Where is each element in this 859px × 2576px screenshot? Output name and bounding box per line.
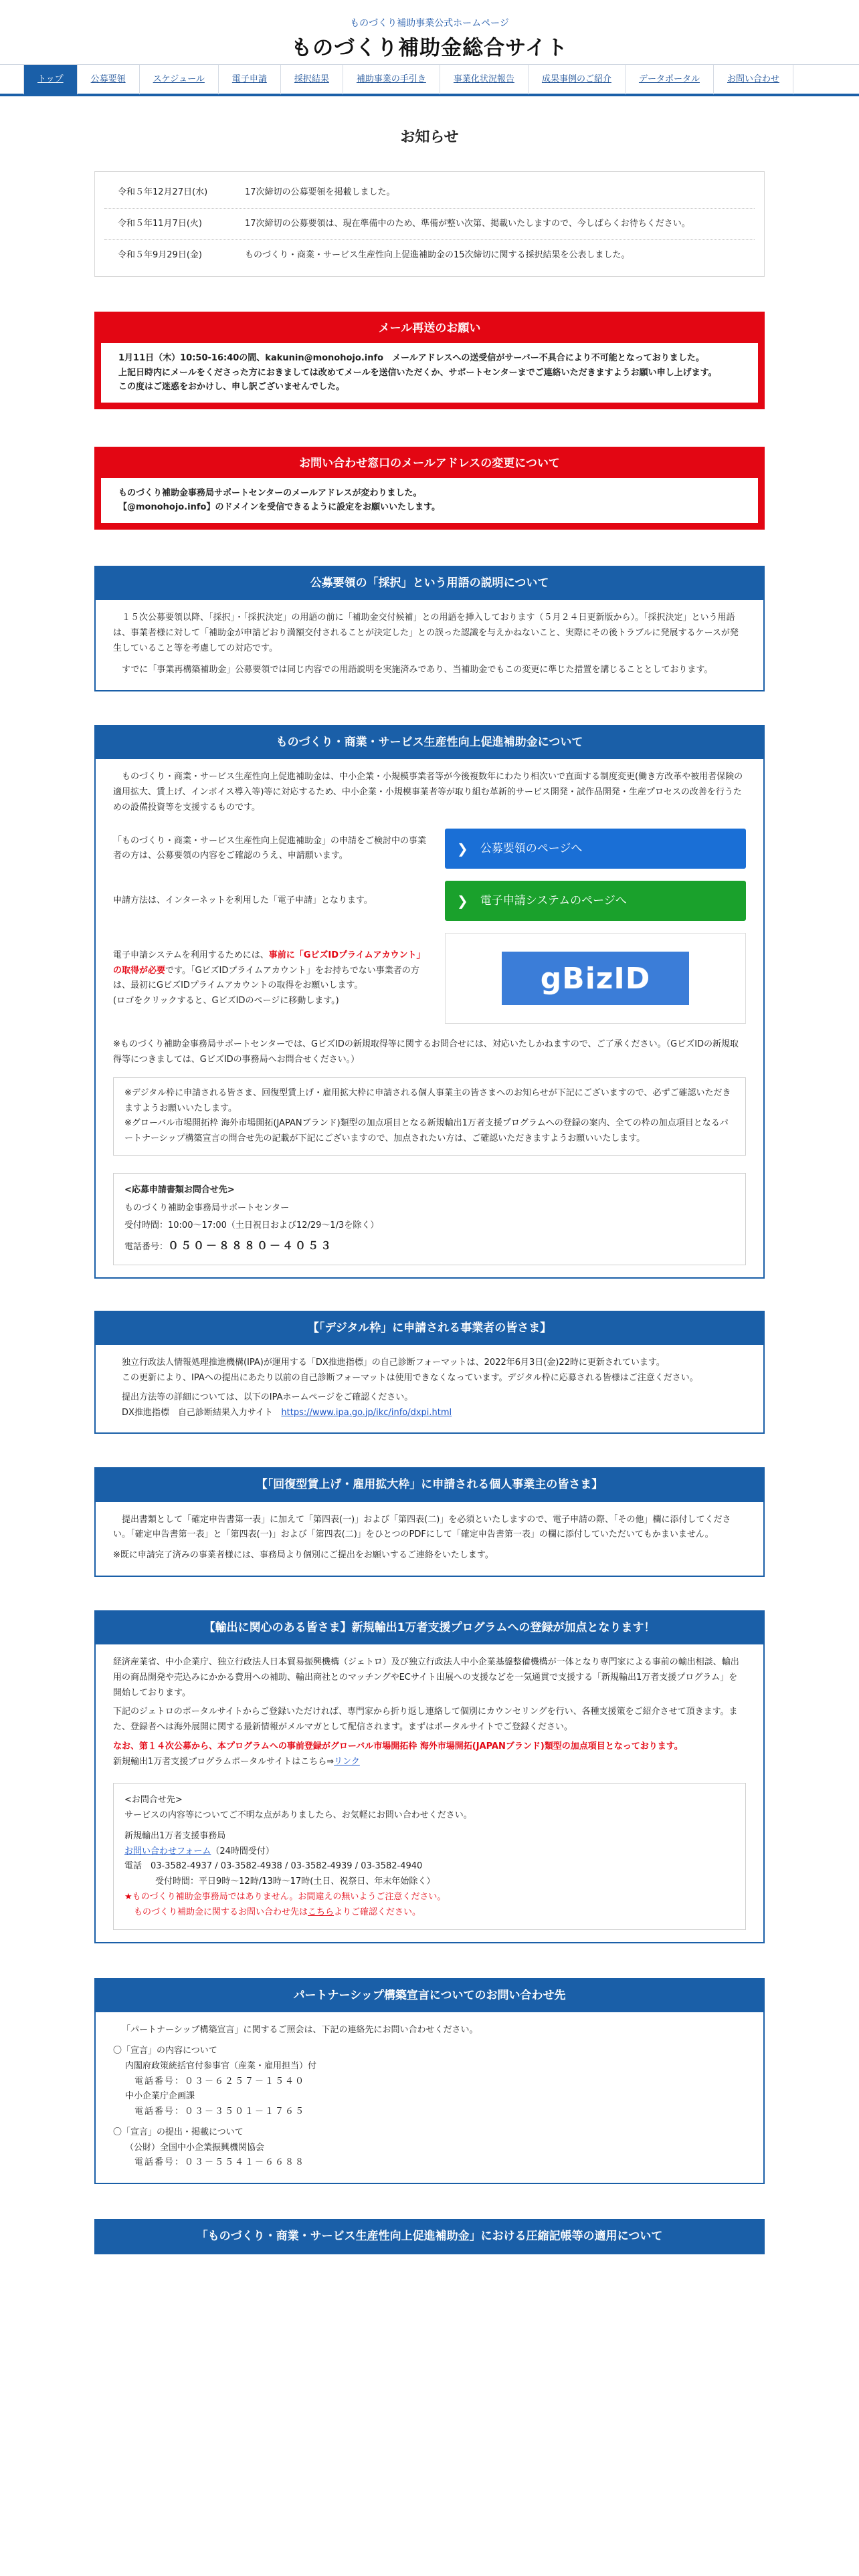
export-form-link[interactable]: お問い合わせフォーム — [124, 1846, 211, 1856]
export-section — [94, 1610, 765, 1943]
dx-link-row — [113, 1406, 746, 1421]
email-change-line: ものづくり補助金事務局サポートセンターのメールアドレスが変わりました。 — [118, 488, 422, 498]
email-change-notice — [94, 447, 765, 530]
export-contact-box — [113, 1783, 746, 1930]
gbiz-text-post: です。「GビズIDプライムアカウント」をお持ちでない事業者の方は、最初にGビズIDプライムアカウントの取得をお願いします。 — [113, 965, 419, 991]
contact-tel: ０５０－８８８０－４０５３ — [168, 1239, 334, 1253]
resend-notice — [94, 312, 765, 409]
site-header — [0, 0, 859, 64]
dx-link[interactable]: https://www.ipa.go.jp/ikc/info/dxpi.html — [281, 1407, 452, 1418]
kaifuku-paragraph: 提出書類として「確定申告書第一表」に加えて「第四表(一)」および「第四表(二)」を必須といたしますので、電子申請の際、「その他」欄に添付してください。「確定申告書第一表」と「第四表(一)」および「第四表(二)」をひとつのPDFにして「確定申告書第一表」の欄に添付していただいてもかまいません。 — [113, 1514, 731, 1540]
resend-line: 上記日時内にメールをくださった方におきましては改めてメールを送信いただくか、サポートセンターまでご連絡いただきますようお願い申し上げます。 — [118, 367, 717, 378]
news-item — [104, 177, 755, 209]
export-tel: 電話 03-3582-4937 / 03-3582-4938 / 03-3582-4939 / 03-3582-4940 — [124, 1861, 423, 1872]
partnership-q1: 〇「宣言」の内容について — [113, 2046, 217, 2056]
saitaku-section — [94, 566, 765, 691]
nav-item-report[interactable]: 事業化状況報告 — [440, 65, 528, 94]
main-content — [94, 126, 765, 2254]
partnership-tel: 電話番号：０３－３５０１－１７６５ — [134, 2107, 306, 2117]
export-office: 新規輸出1万者支援事務局 — [124, 1830, 226, 1841]
news-list — [94, 171, 765, 277]
nav-item-guide[interactable]: 補助事業の手引き — [343, 65, 440, 94]
partnership-tel: 電話番号：０３－５５４１－６６８８ — [134, 2157, 306, 2168]
contact-tel-row — [124, 1237, 735, 1255]
resend-notice-title: メール再送のお願い — [378, 322, 481, 336]
nav-item-contact[interactable]: お問い合わせ — [713, 65, 793, 94]
contact-hours: 受付時間：10:00～17:00（土日祝日および12/29～1/3を除く） — [124, 1220, 379, 1231]
news-date: 令和５年12月27日(水) — [118, 187, 208, 197]
digital-section — [94, 1311, 765, 1434]
export-form-hours: （24時間受付） — [211, 1846, 274, 1856]
about-title: ものづくり・商業・サービス生産性向上促進補助金について — [96, 726, 763, 759]
chevron-right-icon: ❯ — [457, 892, 468, 909]
compression-section — [94, 2219, 765, 2254]
partnership-section — [94, 1978, 765, 2184]
export-paragraph: 下記のジェトロのポータルサイトからご登録いただければ、専門家から折り返し連絡して個別にカウンセリングを行い、各種支援策をご紹介させて頂きます。また、登録者へは海外展開に関する最新情報がメルマガとして配信されます。まずはポータルサイトでご登録ください。 — [113, 1707, 738, 1733]
note-item: ※グローバル市場開拓枠 海外市場開拓(JAPANブランド)類型の加点項目となる新規輸出1万者支援プログラムへの登録の案内、全ての枠の加点項目となるパートナーシップ構築宣言の問合せ先の記載が下記にございますので、加点されたい方は、ご確認いただきますようお願いいたします。 — [124, 1118, 729, 1144]
export-portal-link[interactable]: リンク — [334, 1756, 360, 1767]
export-contact-lead: サービスの内容等についてご不明な点がありましたら、お気軽にお問い合わせください。 — [124, 1810, 472, 1821]
application-contact-box — [113, 1173, 746, 1265]
news-text: 17次締切の公募要領は、現在準備中のため、準備が整い次第、掲載いたしますので、今しばらくお待ちください。 — [245, 219, 690, 229]
denshi-button-label: 電子申請システムのページへ — [480, 893, 627, 907]
denshi-text: 申請方法は、インターネットを利用した「電子申請」となります。 — [113, 895, 373, 906]
export-bonus-note: なお、第１４次公募から、本プログラムへの事前登録がグローバル市場開拓枠 海外市場開拓(JAPANブランド)類型の加点項目となっております。 — [113, 1741, 683, 1751]
partnership-tel: 電話番号：０３－６２５７－１５４０ — [134, 2076, 306, 2086]
export-tel-hours: 受付時間：平日9時～12時/13時～17時(土日、祝祭日、年末年始除く） — [155, 1876, 436, 1887]
gbiz-logo-box[interactable] — [445, 933, 746, 1024]
gbiz-text-required: 事前に「GビズIDプライムアカウント」の取得が必要 — [113, 950, 425, 976]
contact-name: ものづくり補助金事務局サポートセンター — [124, 1202, 290, 1213]
youryou-button[interactable] — [445, 829, 746, 869]
contact-title: <応募申請書類お問合せ先> — [124, 1184, 235, 1195]
digital-paragraph: 独立行政法人情報処理推進機構(IPA)が運用する「DX推進指標」の自己診断フォーマットは、2022年6月3日(金)22時に更新されています。 — [122, 1358, 665, 1368]
digital-paragraph: 提出方法等の詳細については、以下のIPAホームページをご確認ください。 — [122, 1392, 413, 1402]
digital-title: 【「デジタル枠」に申請される事業者の皆さま】 — [96, 1312, 763, 1345]
export-form-row — [124, 1844, 735, 1860]
partnership-org: 内閣府政策統括官付参事官（産業・雇用担当）付 — [125, 2060, 317, 2071]
youryou-button-label: 公募要領のページへ — [480, 841, 583, 855]
partnership-org: 中小企業庁企画課 — [125, 2091, 195, 2102]
gbiz-text-pre: 電子申請システムを利用するためには、 — [113, 950, 269, 960]
site-title[interactable]: ものづくり補助金総合サイト — [291, 36, 568, 61]
digital-paragraph: この更新により、IPAへの提出にあたり以前の自己診断フォーマットは使用できなくなっています。デジタル枠に応募される皆様はご注意ください。 — [122, 1373, 698, 1384]
youryou-text: 「ものづくり・商業・サービス生産性向上促進補助金」の申請をご検討中の事業者の方は、公募要領の内容をご確認のうえ、申請願います。 — [113, 835, 427, 861]
export-warning-post: よりご確認ください。 — [334, 1907, 421, 1917]
compression-title: 「ものづくり・商業・サービス生産性向上促進補助金」における圧縮記帳等の適用について — [96, 2220, 763, 2253]
partnership-lead: 「パートナーシップ構築宣言」に関するご照会は、下記の連絡先にお問い合わせください。 — [122, 2025, 478, 2036]
denshi-button[interactable] — [445, 881, 746, 921]
resend-line: 1月11日（木）10:50-16:40の間、kakunin@monohojo.info メールアドレスへの送受信がサーバー不具合により不可能となっておりました。 — [118, 353, 704, 364]
contact-tel-label: 電話番号： — [124, 1242, 169, 1253]
nav-item-data-portal[interactable]: データポータル — [625, 65, 713, 94]
partnership-title: パートナーシップ構築宣言についてのお問い合わせ先 — [96, 1979, 763, 2012]
export-title: 【輸出に関心のある皆さま】新規輸出1万者支援プログラムへの登録が加点となります！ — [96, 1612, 763, 1644]
gbiz-text — [113, 948, 427, 1009]
resend-line: この度はご迷惑をおかけし、申し訳ございませんでした。 — [118, 382, 345, 393]
saitaku-paragraph: １５次公募要領以降、「採択」・「採択決定」の用語の前に「補助金交付候補」との用語を挿入しております（５月２４日更新版から）。「採択決定」という用語は、事業者様に対して「補助金が申請どおり満額交付されることが決定した」との誤った認識を与えかねないこと、実際にその後トラブルに発展するケースが発生していること等を考慮しての対応です。 — [113, 613, 739, 653]
gbiz-note: (ロゴをクリックすると、GビズIDのページに移動します。) — [113, 996, 339, 1006]
partnership-org: （公財）全国中小企業振興機関協会 — [125, 2142, 265, 2153]
dx-link-label: DX推進指標 自己診断結果入力サイト — [122, 1407, 274, 1418]
news-text: ものづくり・商業・サービス生産性向上促進補助金の15次締切に関する採択結果を公表しました。 — [245, 250, 630, 261]
news-text: 17次締切の公募要領を掲載しました。 — [245, 187, 395, 197]
about-intro: ものづくり・商業・サービス生産性向上促進補助金は、中小企業・小規模事業者等が今後複数年にわたり相次いで直面する制度変更(働き方改革や被用者保険の適用拡大、賃上げ、インボイス導入等)等に対応するため、中小企業・小規模事業者等が取り組む革新的サービス開発・試作品開発・生産プロセスの改善を行うための設備投資等を支援するものです。 — [113, 772, 743, 813]
page-title: お知らせ — [400, 129, 459, 146]
export-portal-row — [113, 1755, 746, 1770]
nav-item-schedule[interactable]: スケジュール — [139, 65, 218, 94]
partnership-q2: 〇「宣言」の提出・掲載について — [113, 2127, 244, 2137]
nav-item-koubo[interactable]: 公募要領 — [77, 65, 139, 94]
export-contact-title: <お問合せ先> — [124, 1795, 183, 1806]
chevron-right-icon: ❯ — [457, 840, 468, 857]
note-item: ※デジタル枠に申請される皆さま、回復型賃上げ・雇用拡大枠に申請される個人事業主の皆さまへのお知らせが下記にございますので、必ずご確認いただきますようお願いいたします。 — [124, 1087, 731, 1113]
support-note: ※ものづくり補助金事務局サポートセンターでは、GビズIDの新規取得等に関するお問合せには、対応いたしかねますので、ご了承ください。（GビズIDの新規取得等につきましては、GビズIDの事務局へお問合せください。） — [113, 1039, 739, 1065]
news-date: 令和５年11月7日(火) — [118, 219, 202, 229]
news-item — [104, 209, 755, 240]
export-portal-text: 新規輸出1万者支援プログラムポータルサイトはこちら⇒ — [113, 1756, 335, 1767]
export-warning-link[interactable]: こちら — [308, 1907, 335, 1917]
export-paragraph: 経済産業省、中小企業庁、独立行政法人日本貿易振興機構（ジェトロ）及び独立行政法人中小企業基盤整備機構が一体となり専門家による事前の輸出相談、輸出用の商品開発や売込みにかかる費用への補助、輸出商社とのマッチングやECサイト出展への支援などを一気通貫で支援する「新規輸出1万者支援プログラム」を開始しております。 — [113, 1657, 739, 1698]
about-section — [94, 725, 765, 1279]
news-item — [104, 240, 755, 271]
kaifuku-note: ※既に申請完了済みの事業者様には、事務局より個別にご提出をお願いするご連絡をいたします。 — [113, 1550, 494, 1561]
saitaku-paragraph: すでに「事業再構築補助金」公募要領では同じ内容での用語説明を実施済みであり、当補助金でもこの変更に準じた措置を講じることとしております。 — [122, 665, 713, 675]
site-subtitle: ものづくり補助事業公式ホームページ — [350, 18, 509, 29]
gbizid-logo[interactable]: gBizID — [502, 952, 689, 1005]
news-date: 令和５年9月29日(金) — [118, 250, 202, 261]
global-nav — [0, 64, 859, 96]
saitaku-title: 公募要領の「採択」という用語の説明について — [96, 567, 763, 600]
nav-item-denshi[interactable]: 電子申請 — [218, 65, 280, 94]
email-change-line: 【@monohojo.info】のドメインを受信できるように設定をお願いいたします。 — [118, 502, 441, 513]
notes-box — [113, 1077, 746, 1156]
nav-item-results[interactable]: 採択結果 — [280, 65, 343, 94]
nav-item-cases[interactable]: 成果事例のご紹介 — [528, 65, 625, 94]
kaifuku-title: 【「回復型賃上げ・雇用拡大枠」に申請される個人事業主の皆さま】 — [96, 1469, 763, 1501]
email-change-title: お問い合わせ窓口のメールアドレスの変更について — [299, 456, 560, 470]
export-warning-row — [124, 1905, 735, 1921]
nav-item-top[interactable]: トップ — [23, 65, 77, 94]
export-warning: ★ものづくり補助金事務局ではありません。お間違えの無いようご注意ください。 — [124, 1891, 446, 1902]
export-warning-pre: ものづくり補助金に関するお問い合わせ先は — [134, 1907, 308, 1917]
kaifuku-section — [94, 1467, 765, 1576]
